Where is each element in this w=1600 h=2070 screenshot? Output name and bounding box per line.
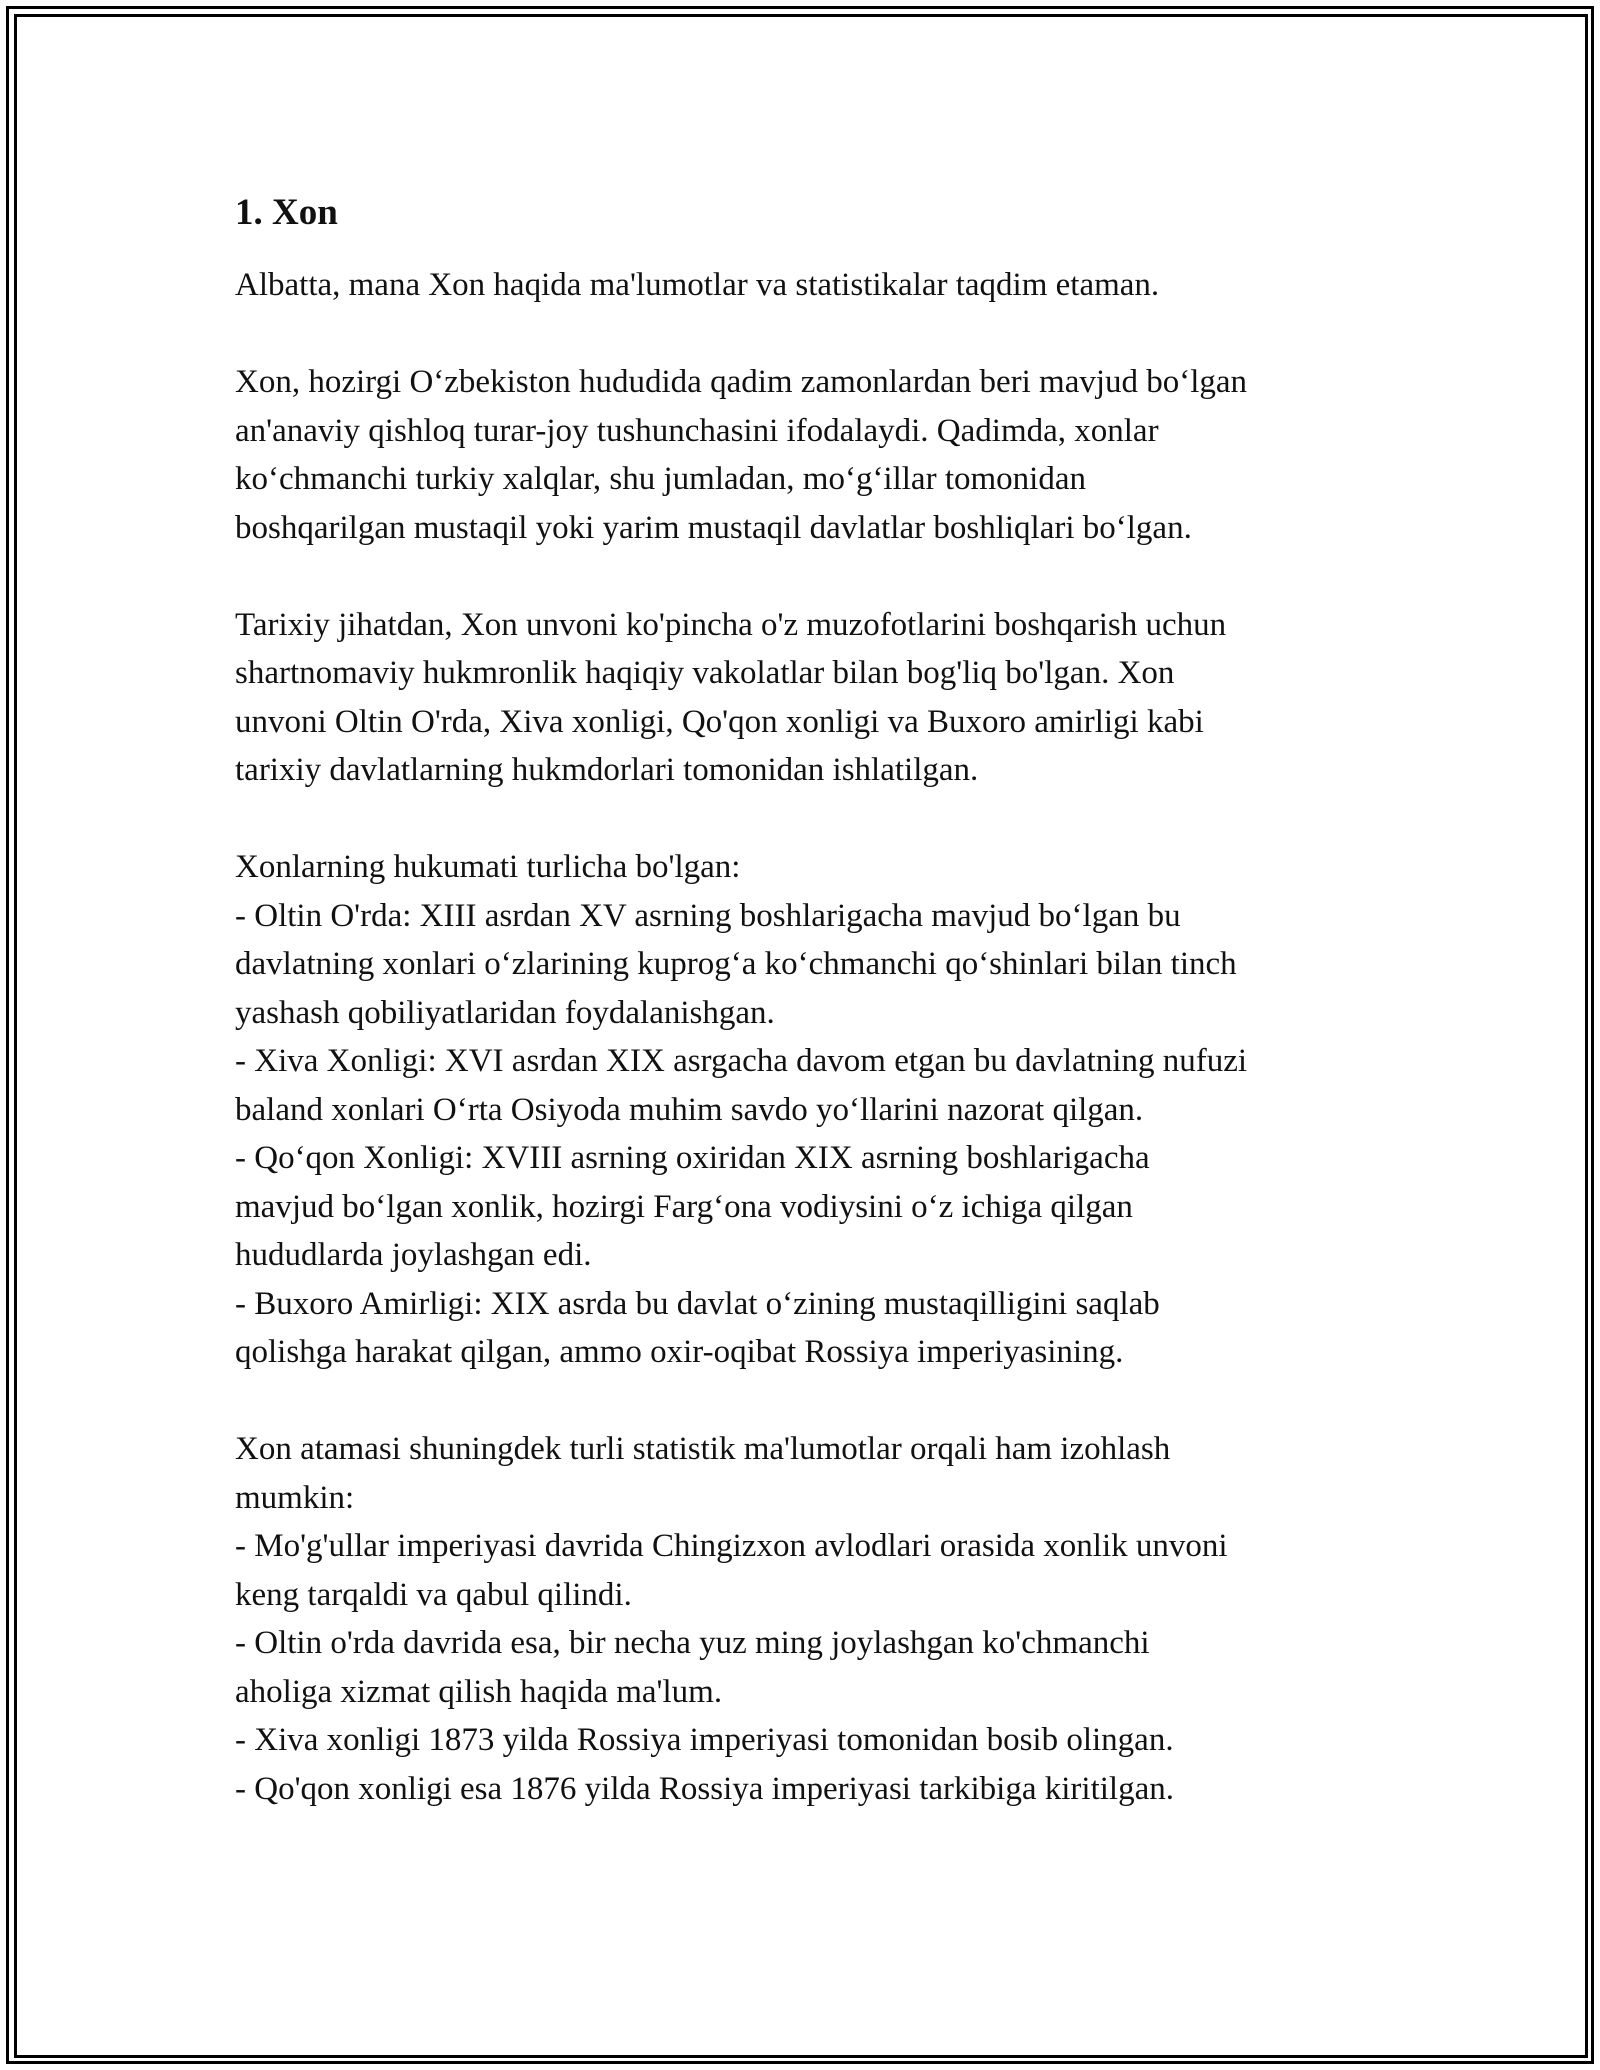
section-heading: 1. Xon: [235, 192, 338, 233]
text-line: boshqarilgan mustaqil yoki yarim mustaqil davlatlar boshliqlari bo‘lgan.: [235, 509, 1192, 546]
text-line: - Oltin O'rda: XIII asrdan XV asrning boshlarigacha mavjud bo‘lgan bu: [235, 897, 1181, 934]
paragraph: [235, 843, 1365, 1377]
text-line: hududlarda joylashgan edi.: [235, 1237, 592, 1273]
paragraph: [235, 261, 1365, 310]
text-line: mumkin:: [235, 1479, 355, 1516]
document-body: [235, 183, 1365, 1813]
text-line: Xonlarning hukumati turlicha bo'lgan:: [235, 849, 741, 885]
text-line: unvoni Oltin O'rda, Xiva xonligi, Qo'qon xonligi va Buxoro amirligi kabi: [235, 703, 1204, 740]
text-line: - Xiva Xonligi: XVI asrdan XIX asrgacha davom etgan bu davlatning nufuzi: [235, 1043, 1248, 1079]
text-line: shartnomaviy hukmronlik haqiqiy vakolatlar bilan bog'liq bo'lgan. Xon: [235, 655, 1175, 691]
text-line: Xon atamasi shuningdek turli statistik ma'lumotlar orqali ham izohlash: [235, 1431, 1171, 1467]
text-line: ko‘chmanchi turkiy xalqlar, shu jumladan, mo‘g‘illar tomonidan: [235, 461, 1086, 497]
text-line: an'anaviy qishloq turar-joy tushunchasini ifodalaydi. Qadimda, xonlar: [235, 412, 1159, 449]
paragraph: [235, 1425, 1365, 1813]
text-line: Tarixiy jihatdan, Xon unvoni ko'pincha o'z muzofotlarini boshqarish uchun: [235, 606, 1227, 643]
text-line: Xon, hozirgi O‘zbekiston hududida qadim zamonlardan beri mavjud bo‘lgan: [235, 364, 1248, 400]
text-line: aholiga xizmat qilish haqida ma'lum.: [235, 1673, 723, 1710]
text-line: - Qo'qon xonligi esa 1876 yilda Rossiya imperiyasi tarkibiga kiritilgan.: [235, 1770, 1174, 1807]
text-line: - Oltin o'rda davrida esa, bir necha yuz ming joylashgan ko'chmanchi: [235, 1625, 1150, 1661]
text-line: davlatning xonlari o‘zlarining kuprog‘a ko‘chmanchi qo‘shinlari bilan tinch: [235, 946, 1237, 982]
paragraphs-container: [235, 261, 1365, 1813]
paragraph: [235, 601, 1365, 795]
paragraph: [235, 358, 1365, 552]
text-line: tarixiy davlatlarning hukmdorlari tomonidan ishlatilgan.: [235, 752, 979, 788]
text-line: - Mo'g'ullar imperiyasi davrida Chingizxon avlodlari orasida xonlik unvoni: [235, 1528, 1228, 1564]
text-line: - Buxoro Amirligi: XIX asrda bu davlat o‘zining mustaqilligini saqlab: [235, 1285, 1160, 1322]
text-line: qolishga harakat qilgan, ammo oxir-oqibat Rossiya imperiyasining.: [235, 1334, 1124, 1370]
text-line: keng tarqaldi va qabul qilindi.: [235, 1576, 632, 1613]
text-line: Albatta, mana Xon haqida ma'lumotlar va statistikalar taqdim etaman.: [235, 267, 1160, 303]
text-line: yashash qobiliyatlaridan foydalanishgan.: [235, 994, 775, 1031]
text-line: - Qo‘qon Xonligi: XVIII asrning oxiridan XIX asrning boshlarigacha: [235, 1140, 1150, 1176]
text-line: baland xonlari O‘rta Osiyoda muhim savdo yo‘llarini nazorat qilgan.: [235, 1091, 1144, 1128]
text-line: - Xiva xonligi 1873 yilda Rossiya imperiyasi tomonidan bosib olingan.: [235, 1722, 1174, 1758]
text-line: mavjud bo‘lgan xonlik, hozirgi Farg‘ona vodiysini o‘z ichiga qilgan: [235, 1188, 1133, 1225]
